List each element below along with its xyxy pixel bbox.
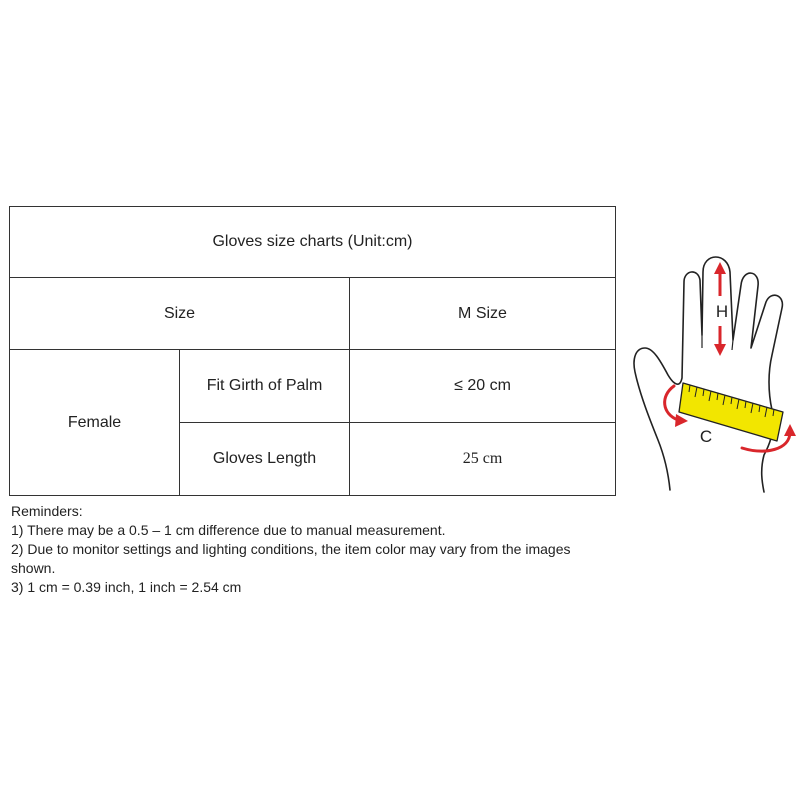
reminder-item: shown. — [11, 560, 56, 576]
size-value-cell: M Size — [350, 278, 616, 350]
reminder-item: 1) There may be a 0.5 – 1 cm difference due to manual measurement. — [11, 522, 446, 538]
reminders-heading: Reminders: — [11, 503, 83, 519]
gender-cell: Female — [10, 350, 180, 496]
height-label: H — [715, 302, 729, 321]
reminder-item: 3) 1 cm = 0.39 inch, 1 inch = 2.54 cm — [11, 579, 242, 595]
hand-outline-icon — [634, 257, 782, 492]
measuring-tape-icon — [679, 383, 783, 441]
size-chart-table — [9, 206, 616, 496]
glove-length-label: Gloves Length — [180, 423, 350, 496]
glove-length-value: 25 cm — [350, 423, 616, 496]
palm-girth-value: ≤ 20 cm — [350, 350, 616, 423]
palm-girth-label: Fit Girth of Palm — [180, 350, 350, 423]
table-title: Gloves size charts (Unit:cm) — [10, 207, 616, 278]
reminders-section — [11, 502, 611, 597]
hand-measurement-diagram — [630, 250, 800, 500]
size-header-cell: Size — [10, 278, 350, 350]
girth-label: C — [699, 427, 713, 446]
reminder-item: 2) Due to monitor settings and lighting conditions, the item color may vary from the images — [11, 541, 571, 557]
